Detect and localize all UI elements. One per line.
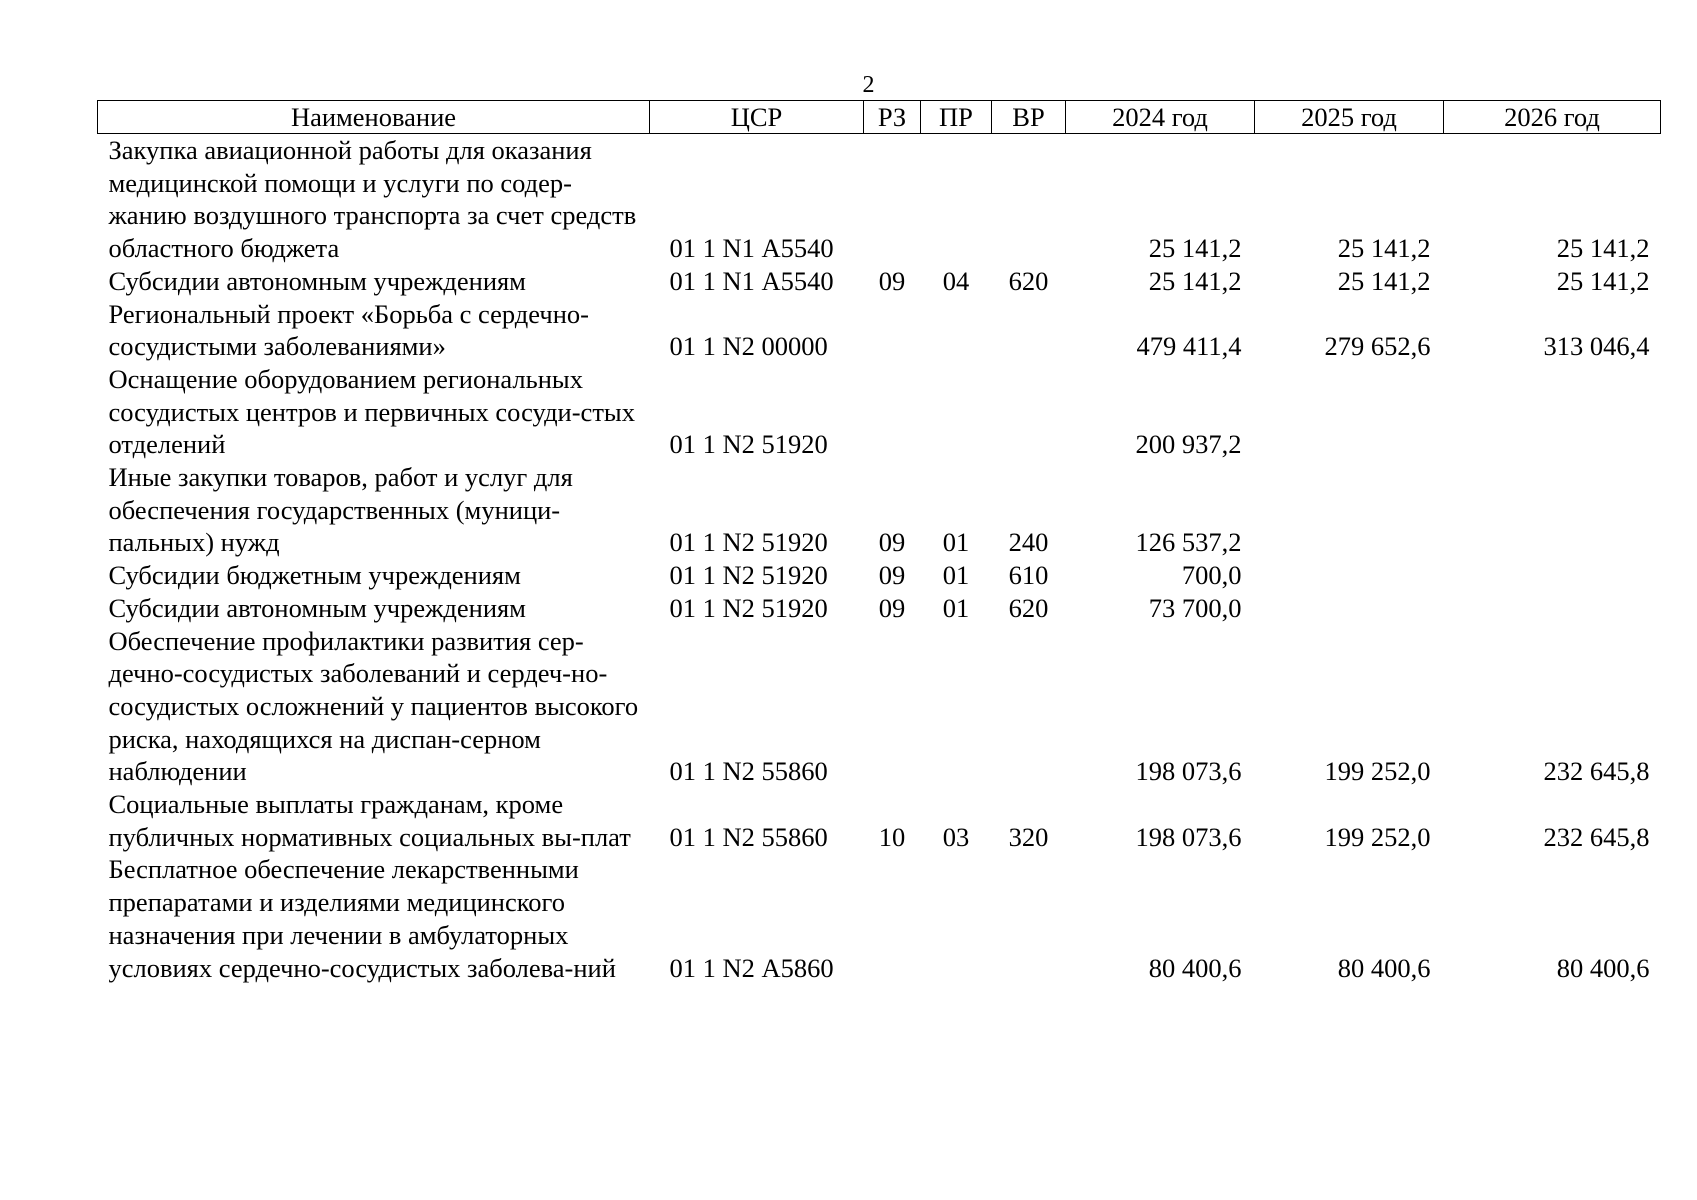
row-csr: 01 1 N2 А5860 xyxy=(669,952,834,983)
row-name: Социальные выплаты гражданам, кроме публичных нормативных социальных вы-плат xyxy=(108,789,631,852)
row-name: Закупка авиационной работы для оказания медицинской помощи и услуги по содер-жанию воздушного транспорта за счет средств областного бюджета xyxy=(108,135,637,264)
row-2025 xyxy=(1255,461,1444,559)
row-rz: 10 xyxy=(878,821,906,852)
header-rz: РЗ xyxy=(864,101,921,134)
header-pr: ПР xyxy=(921,101,992,134)
row-vr xyxy=(992,363,1066,461)
row-2026: 232 645,8 xyxy=(1543,756,1650,787)
row-2025: 25 141,2 xyxy=(1337,233,1431,264)
row-2025 xyxy=(1255,592,1444,625)
row-vr xyxy=(992,298,1066,363)
table-row xyxy=(98,625,1661,789)
table-row xyxy=(98,265,1661,298)
row-name: Субсидии автономным учреждениям xyxy=(108,592,526,623)
row-pr xyxy=(921,853,992,984)
table-body xyxy=(98,134,1661,985)
row-csr: 01 1 N2 51920 xyxy=(669,592,828,623)
row-name: Региональный проект «Борьба с сердечно-сосудистыми заболеваниями» xyxy=(108,298,589,362)
row-pr xyxy=(921,134,992,265)
row-rz: 09 xyxy=(878,527,906,558)
row-vr: 620 xyxy=(1008,265,1049,296)
table-row xyxy=(98,134,1661,265)
row-2026 xyxy=(1444,461,1661,559)
row-pr xyxy=(921,625,992,789)
table-header xyxy=(98,101,1661,134)
header-2024: 2024 год xyxy=(1066,101,1255,134)
row-name: Обеспечение профилактики развития сер-дечно-сосудистых заболеваний и сердеч-но-сосудистых осложнений у пациентов высокого риска, находящихся на диспан-серном наблюдении xyxy=(108,625,639,787)
row-2024: 198 073,6 xyxy=(1135,756,1242,787)
row-2024: 25 141,2 xyxy=(1148,233,1242,264)
table-row xyxy=(98,592,1661,625)
row-2024: 73 700,0 xyxy=(1148,592,1242,623)
row-name: Иные закупки товаров, работ и услуг для обеспечения государственных (муници-пальных) нужд xyxy=(108,462,573,558)
row-name: Оснащение оборудованием региональных сосудистых центров и первичных сосуди-стых отделений xyxy=(108,363,635,460)
row-2025 xyxy=(1255,559,1444,592)
row-pr xyxy=(921,363,992,461)
row-name: Субсидии автономным учреждениям xyxy=(108,265,526,296)
row-2024: 126 537,2 xyxy=(1135,527,1242,558)
row-csr: 01 1 N2 55860 xyxy=(669,756,828,787)
row-vr xyxy=(992,134,1066,265)
row-name: Субсидии бюджетным учреждениям xyxy=(108,560,521,591)
header-name: Наименование xyxy=(98,101,650,134)
row-2026 xyxy=(1444,363,1661,461)
row-2025: 199 252,0 xyxy=(1324,821,1431,852)
row-csr: 01 1 N2 51920 xyxy=(669,429,828,460)
row-2025: 279 652,6 xyxy=(1324,331,1431,362)
row-2026 xyxy=(1444,592,1661,625)
row-2026 xyxy=(1444,559,1661,592)
row-csr: 01 1 N2 00000 xyxy=(669,331,828,362)
row-vr: 620 xyxy=(1008,592,1049,623)
header-2025: 2025 год xyxy=(1255,101,1444,134)
row-2025: 25 141,2 xyxy=(1337,265,1431,296)
row-2025: 80 400,6 xyxy=(1337,952,1431,983)
row-rz xyxy=(864,853,921,984)
header-vr: ВР xyxy=(992,101,1066,134)
row-vr xyxy=(992,625,1066,789)
row-2024: 700,0 xyxy=(1181,560,1242,591)
row-2024: 80 400,6 xyxy=(1148,952,1242,983)
row-rz xyxy=(864,625,921,789)
table-row xyxy=(98,853,1661,984)
row-pr: 04 xyxy=(942,265,970,296)
row-rz: 09 xyxy=(878,592,906,623)
row-csr: 01 1 N2 51920 xyxy=(669,560,828,591)
row-vr: 240 xyxy=(1008,527,1049,558)
table-row xyxy=(98,298,1661,363)
header-2026: 2026 год xyxy=(1444,101,1661,134)
row-2026: 232 645,8 xyxy=(1543,821,1650,852)
row-pr xyxy=(921,298,992,363)
row-2024: 200 937,2 xyxy=(1135,429,1242,460)
header-row xyxy=(98,101,1661,134)
budget-table xyxy=(97,100,1661,984)
page-number: 2 xyxy=(862,72,875,98)
header-csr: ЦСР xyxy=(650,101,864,134)
row-pr: 01 xyxy=(942,527,970,558)
row-csr: 01 1 N1 А5540 xyxy=(669,233,834,264)
row-csr: 01 1 N1 А5540 xyxy=(669,265,834,296)
row-vr xyxy=(992,853,1066,984)
row-rz xyxy=(864,363,921,461)
row-vr: 610 xyxy=(1008,560,1049,591)
row-2026: 313 046,4 xyxy=(1543,331,1650,362)
row-2024: 25 141,2 xyxy=(1148,265,1242,296)
row-name: Бесплатное обеспечение лекарственными препаратами и изделиями медицинского назначения при лечении в амбулаторных условиях сердечно-сосудистых заболева-ний xyxy=(108,854,616,983)
row-pr: 01 xyxy=(942,560,970,591)
row-2026: 25 141,2 xyxy=(1556,265,1650,296)
table-row xyxy=(98,559,1661,592)
row-pr: 03 xyxy=(942,821,970,852)
row-2025 xyxy=(1255,363,1444,461)
table-row xyxy=(98,788,1661,853)
row-rz: 09 xyxy=(878,560,906,591)
table-row xyxy=(98,363,1661,461)
row-2026: 25 141,2 xyxy=(1556,233,1650,264)
row-2024: 479 411,4 xyxy=(1136,331,1242,362)
row-csr: 01 1 N2 55860 xyxy=(669,821,828,852)
row-pr: 01 xyxy=(942,592,970,623)
row-rz xyxy=(864,298,921,363)
row-2025: 199 252,0 xyxy=(1324,756,1431,787)
row-rz xyxy=(864,134,921,265)
row-2026: 80 400,6 xyxy=(1556,952,1650,983)
row-rz: 09 xyxy=(878,265,906,296)
row-csr: 01 1 N2 51920 xyxy=(669,527,828,558)
row-vr: 320 xyxy=(1008,821,1049,852)
table-row xyxy=(98,461,1661,559)
row-2024: 198 073,6 xyxy=(1135,821,1242,852)
